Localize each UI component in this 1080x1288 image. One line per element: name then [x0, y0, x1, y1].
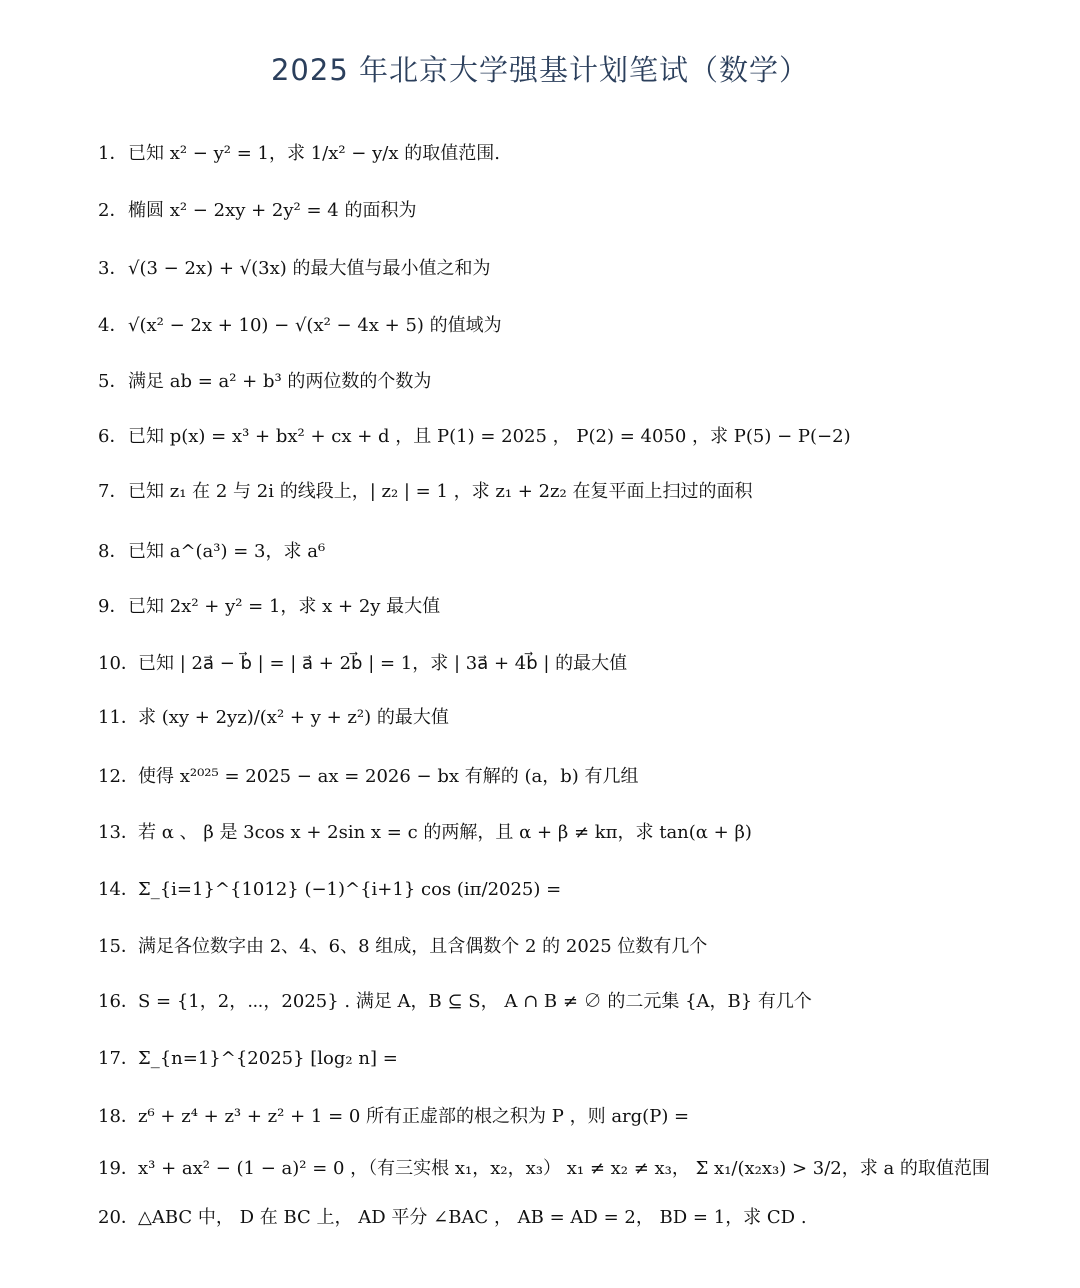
question-text: 求 (xy + 2yz)/(x² + y + z²) 的最大值 [138, 707, 449, 728]
question-number: 14． [98, 879, 139, 900]
question-text: z⁶ + z⁴ + z³ + z² + 1 = 0 所有正虚部的根之积为 P ，则 arg(P) = [138, 1106, 690, 1127]
question-number: 9． [98, 596, 128, 617]
page-title: 2025 年北京大学强基计划笔试（数学） [270, 53, 810, 87]
question-text: 使得 x²⁰²⁵ = 2025 − ax = 2026 − bx 有解的 (a，b) 有几组 [138, 766, 639, 787]
question-text: x³ + ax² − (1 − a)² = 0 ，（有三实根 x₁，x₂，x₃） x₁ ≠ x₂ ≠ x₃， Σ x₁/(x₂x₃) > 3/2，求 a 的取值范围 [138, 1158, 990, 1179]
question-text: 已知 2x² + y² = 1，求 x + 2y 最大值 [128, 596, 441, 617]
question-number: 8． [98, 541, 128, 562]
question-number: 12． [98, 766, 139, 787]
question-text: 已知 x² − y² = 1，求 1/x² − y/x 的取值范围. [128, 143, 500, 164]
question-text: 已知 p(x) = x³ + bx² + cx + d ，且 P(1) = 2025 ， P(2) = 4050 ，求 P(5) − P(−2) [128, 426, 851, 447]
question-number: 11． [98, 707, 139, 728]
question-text: Σ_{i=1}^{1012} (−1)^{i+1} cos (iπ/2025) = [138, 879, 562, 900]
question-text: √(x² − 2x + 10) − √(x² − 4x + 5) 的值域为 [128, 315, 502, 336]
question-number: 17． [98, 1048, 139, 1069]
question-text: Σ_{n=1}^{2025} [log₂ n] = [138, 1048, 398, 1069]
question-number: 16． [98, 991, 139, 1012]
question-text: √(3 − 2x) + √(3x) 的最大值与最小值之和为 [128, 258, 491, 279]
question-text: 已知 z₁ 在 2 与 2i 的线段上，| z₂ | = 1 ，求 z₁ + 2z₂ 在复平面上扫过的面积 [128, 481, 753, 502]
question-number: 13． [98, 822, 139, 843]
question-number: 3． [98, 258, 128, 279]
question-text: 满足各位数字由 2、4、6、8 组成，且含偶数个 2 的 2025 位数有几个 [138, 936, 708, 957]
question-text: 若 α 、 β 是 3cos x + 2sin x = c 的两解，且 α + β ≠ kπ，求 tan(α + β) [138, 822, 752, 843]
question-text: S = {1，2，⋯，2025} . 满足 A，B ⊆ S， A ∩ B ≠ ∅ 的二元集 {A，B} 有几个 [138, 991, 812, 1012]
question-number: 4． [98, 315, 128, 336]
question-number: 6． [98, 426, 128, 447]
question-number: 2． [98, 200, 128, 221]
question-number: 1． [98, 143, 128, 164]
question-text: 已知 a^(a³) = 3，求 a⁶ [128, 541, 326, 562]
question-text: 已知 | 2a⃗ − b⃗ | = | a⃗ + 2b⃗ | = 1，求 | 3a⃗ + 4b⃗ | 的最大值 [138, 653, 628, 674]
question-number: 15． [98, 936, 139, 957]
question-number: 7． [98, 481, 128, 502]
question-number: 18． [98, 1106, 139, 1127]
question-number: 5． [98, 371, 128, 392]
question-text: 满足 ab = a² + b³ 的两位数的个数为 [128, 371, 432, 392]
question-number: 10． [98, 653, 139, 674]
question-text: △ABC 中， D 在 BC 上， AD 平分 ∠BAC ， AB = AD = 2， BD = 1，求 CD . [138, 1207, 807, 1228]
question-number: 20． [98, 1207, 139, 1228]
question-number: 19． [98, 1158, 139, 1179]
question-text: 椭圆 x² − 2xy + 2y² = 4 的面积为 [128, 200, 417, 221]
